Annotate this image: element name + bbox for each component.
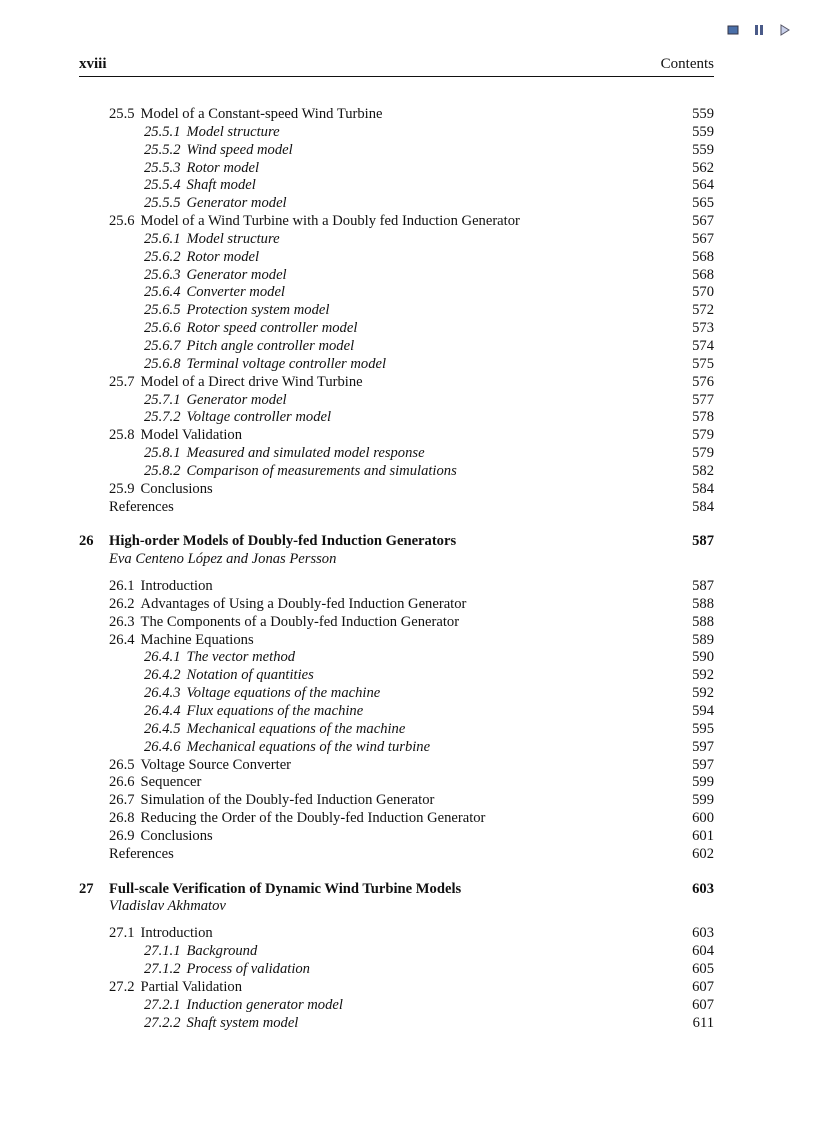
section-entry[interactable] [79,578,714,596]
entry-number: 26.4.3 [144,685,181,702]
subsection-entry[interactable] [79,177,714,195]
entry-title [109,578,213,596]
entry-number: 26.3 [109,613,135,630]
chapter-authors [79,551,714,569]
entry-page-number: 584 [692,498,714,515]
entry-title-text: Reducing the Order of the Doubly-fed Induction Generator [140,810,486,827]
subsection-entry[interactable] [79,195,714,213]
entry-title-text: The Components of a Doubly-fed Induction Generator [140,613,460,630]
viewer-toolbar [727,24,791,36]
entry-number: 26.4.6 [144,738,181,755]
entry-title [144,160,259,178]
entry-page-number: 559 [692,106,714,122]
entry-title [109,481,213,499]
subsection-entry[interactable] [79,463,714,481]
entry-title-text: Partial Validation [140,978,243,995]
subsection-entry[interactable] [79,1015,714,1033]
entry-number: 26.8 [109,810,135,827]
entry-title [109,774,201,792]
entry-page-number: 567 [692,230,714,247]
entry-number: 26.2 [109,595,135,612]
entry-number: 25.8.2 [144,462,181,479]
entry-page-number: 578 [692,409,714,426]
entry-title [144,124,280,142]
entry-number: 25.7.1 [144,391,181,408]
entry-number: 26.4.4 [144,703,181,719]
subsection-entry[interactable] [79,445,714,463]
section-entry[interactable] [79,614,714,632]
section-entry[interactable] [79,427,714,445]
subsection-entry[interactable] [79,160,714,178]
entry-title [144,739,430,757]
entry-page-number: 579 [692,427,714,444]
entry-title [144,721,405,739]
entry-title [109,828,213,846]
entry-title-text: Rotor speed controller model [186,320,358,337]
play-icon[interactable] [779,24,791,36]
subsection-entry[interactable] [79,124,714,142]
entry-title-text: High-order Models of Doubly-fed Induction Generators [109,533,457,550]
entry-title [144,356,386,374]
entry-title [144,142,293,160]
entry-title [109,106,383,124]
entry-title-text: Model structure [186,230,280,247]
entry-title [144,943,257,961]
entry-page-number: 604 [692,943,714,960]
section-entry[interactable] [79,374,714,392]
entry-title [144,249,259,267]
entry-title [109,596,466,614]
entry-title-text: Sequencer [140,774,202,791]
entry-title [144,392,287,410]
entry-title-text: Measured and simulated model response [186,445,425,462]
entry-page-number: 574 [692,337,714,354]
subsection-entry[interactable] [79,739,714,757]
entry-title-text: Voltage Source Converter [140,756,292,773]
entry-title [144,284,285,302]
entry-number: 27.2 [109,978,135,995]
section-entry[interactable] [79,632,714,650]
entry-title [144,195,287,213]
entry-number: 25.6 [109,213,135,230]
section-entry[interactable] [79,828,714,846]
subsection-entry[interactable] [79,320,714,338]
entry-title [109,810,485,828]
entry-page-number: 590 [692,649,714,666]
entry-number: 25.5.3 [144,159,181,176]
entry-title [109,881,461,899]
entry-title [109,898,226,916]
entry-title-text: Background [186,943,258,960]
entry-title-text: Flux equations of the machine [186,703,364,719]
section-entry[interactable] [79,774,714,792]
entry-number: 25.7.2 [144,409,181,426]
entry-page-number: 568 [692,248,714,265]
entry-page-number: 570 [692,284,714,301]
running-title: Contents [660,56,714,72]
entry-number: 26.9 [109,827,135,844]
section-entry[interactable] [79,979,714,997]
entry-title-text: Shaft model [186,177,256,194]
entry-page-number: 582 [692,462,714,479]
entry-page-number: 592 [692,685,714,702]
subsection-entry[interactable] [79,231,714,249]
section-entry[interactable] [79,213,714,231]
entry-page-number: 559 [692,123,714,140]
entry-page-number: 577 [692,391,714,408]
entry-title-text: Model structure [186,123,280,140]
page-number: xviii [79,56,107,72]
stop-icon[interactable] [727,24,739,36]
entry-title-text: Generator model [186,391,287,408]
entry-title-text: Mechanical equations of the wind turbine [186,738,431,755]
entry-number: 26.4 [109,631,135,648]
entry-number: 25.6.5 [144,302,181,319]
entry-title [144,320,357,338]
references-entry[interactable] [79,846,714,864]
entry-title-text: Notation of quantities [186,667,314,684]
entry-number: 25.6.3 [144,266,181,283]
entry-page-number: 599 [692,774,714,791]
entry-page-number: 599 [692,792,714,809]
entry-title [109,979,242,997]
entry-title-text: Introduction [140,925,213,942]
entry-number: 25.6.4 [144,284,181,301]
entry-page-number: 564 [692,177,714,194]
entry-title [144,302,329,320]
entry-title-text: Converter model [186,284,285,301]
entry-number: 25.6.1 [144,230,181,247]
entry-title-text: Eva Centeno López and Jonas Persson [109,551,337,568]
entry-title-text: Model of a Wind Turbine with a Doubly fed Induction Generator [140,213,520,230]
entry-title-text: References [109,498,174,515]
entry-title-text: Induction generator model [186,996,343,1013]
entry-number: 25.5.4 [144,177,181,194]
section-entry[interactable] [79,106,714,124]
entry-title-text: Vladislav Akhmatov [109,898,226,915]
entry-number: 26.4.5 [144,720,181,737]
entry-title [144,703,363,721]
subsection-entry[interactable] [79,721,714,739]
entry-title-text: Wind speed model [186,141,293,158]
entry-page-number: 573 [692,320,714,337]
entry-page-number: 603 [692,925,714,942]
entry-title-text: Terminal voltage controller model [186,355,387,372]
entry-title-text: The vector method [186,649,296,666]
entry-title [144,649,295,667]
entry-number: 25.5 [109,106,135,122]
entry-number: 25.5.1 [144,123,181,140]
entry-page-number: 607 [692,978,714,995]
entry-number: 25.6.7 [144,337,181,354]
entry-page-number: 576 [692,373,714,390]
entry-page-number: 597 [692,738,714,755]
section-entry[interactable] [79,925,714,943]
entry-title [144,231,280,249]
entry-page-number: 559 [692,141,714,158]
entry-page-number: 611 [692,1014,714,1031]
entry-title-text: Model of a Direct drive Wind Turbine [140,373,363,390]
entry-page-number: 605 [692,960,714,977]
entry-title [144,445,425,463]
entry-page-number: 562 [692,159,714,176]
entry-title [144,409,331,427]
entry-title-text: Voltage controller model [186,409,332,426]
entry-number: 25.6.2 [144,248,181,265]
entry-number: 25.5.5 [144,195,181,212]
entry-title [109,533,456,551]
entry-page-number: 588 [692,595,714,612]
entry-title-text: Process of validation [186,960,310,977]
entry-title [109,846,174,864]
entry-title-text: Pitch angle controller model [186,337,355,354]
section-entry[interactable] [79,792,714,810]
entry-number: 26.4.1 [144,649,181,666]
subsection-entry[interactable] [79,997,714,1015]
subsection-entry[interactable] [79,961,714,979]
entry-title-text: Rotor model [186,248,260,265]
subsection-entry[interactable] [79,703,714,721]
entry-page-number: 602 [692,845,714,862]
entry-page-number: 607 [692,996,714,1013]
entry-page-number: 597 [692,756,714,773]
entry-number: 26.1 [109,578,135,595]
entry-number: 27.2.1 [144,996,181,1013]
entry-page-number: 572 [692,302,714,319]
entry-title [144,961,310,979]
entry-page-number: 584 [692,480,714,497]
entry-title [144,338,354,356]
subsection-entry[interactable] [79,667,714,685]
subsection-entry[interactable] [79,409,714,427]
entry-page-number: 588 [692,613,714,630]
references-entry[interactable] [79,499,714,517]
entry-title [144,1015,298,1033]
entry-title-text: Model Validation [140,427,243,444]
entry-number: 25.6.6 [144,320,181,337]
chapter-authors [79,898,714,916]
entry-number: 27.1.2 [144,960,181,977]
subsection-entry[interactable] [79,649,714,667]
entry-number: 25.8.1 [144,445,181,462]
subsection-entry[interactable] [79,249,714,267]
subsection-entry[interactable] [79,356,714,374]
entry-page-number: 589 [692,631,714,648]
entry-page-number: 579 [692,445,714,462]
entry-title [109,614,459,632]
entry-title-text: Protection system model [186,302,330,319]
entry-number: 26.5 [109,756,135,773]
entry-title [144,267,287,285]
entry-title [109,427,242,445]
entry-title [109,632,254,650]
subsection-entry[interactable] [79,142,714,160]
entry-title [109,757,291,775]
entry-number: 25.5.2 [144,141,181,158]
subsection-entry[interactable] [79,267,714,285]
entry-title [109,213,520,231]
section-entry[interactable] [79,596,714,614]
entry-title-text: Conclusions [140,480,213,497]
entry-page-number: 601 [692,827,714,844]
subsection-entry[interactable] [79,392,714,410]
entry-title [144,685,380,703]
subsection-entry[interactable] [79,685,714,703]
entry-title-text: Simulation of the Doubly-fed Induction Generator [140,792,435,809]
entry-title-text: Generator model [186,195,287,212]
entry-title-text: Machine Equations [140,631,254,648]
entry-title [144,667,314,685]
entry-title-text: References [109,845,174,862]
entry-page-number: 575 [692,355,714,372]
entry-page-number: 587 [692,533,714,550]
chapter-entry[interactable] [79,881,714,899]
entry-title-text: Mechanical equations of the machine [186,720,406,737]
entry-number: 27.1.1 [144,943,181,960]
entry-title-text: Conclusions [140,827,213,844]
subsection-entry[interactable] [79,302,714,320]
entry-page-number: 565 [692,195,714,212]
entry-page-number: 600 [692,810,714,827]
entry-title [144,463,457,481]
entry-title [109,551,336,569]
section-entry[interactable] [79,757,714,775]
entry-title-text: Voltage equations of the machine [186,685,381,702]
entry-number: 27.1 [109,925,135,942]
entry-title [144,177,256,195]
entry-title-text: Full-scale Verification of Dynamic Wind Turbine Models [109,880,462,897]
subsection-entry[interactable] [79,284,714,302]
entry-number: 25.6.8 [144,355,181,372]
entry-number: 26.4.2 [144,667,181,684]
entry-title-text: Shaft system model [186,1014,299,1031]
entry-title-text: Advantages of Using a Doubly-fed Induction Generator [140,595,467,612]
entry-title-text: Comparison of measurements and simulations [186,462,457,479]
entry-number: 25.9 [109,480,135,497]
entry-page-number: 594 [692,703,714,719]
entry-title-text: Generator model [186,266,287,283]
section-entry[interactable] [79,481,714,499]
entry-number: 25.8 [109,427,135,444]
entry-number: 25.7 [109,373,135,390]
entry-page-number: 568 [692,266,714,283]
entry-page-number: 587 [692,578,714,595]
entry-number: 27.2.2 [144,1014,181,1031]
subsection-entry[interactable] [79,338,714,356]
entry-title-text: Introduction [140,578,213,595]
chapter-entry[interactable] [79,533,714,551]
entry-page-number: 603 [692,880,714,897]
entry-title-text: Rotor model [186,159,260,176]
entry-page-number: 567 [692,213,714,230]
section-entry[interactable] [79,810,714,828]
table-of-contents [79,106,714,1032]
running-header [79,55,714,77]
entry-title [109,792,434,810]
entry-number: 26.6 [109,774,135,791]
entry-title [144,997,343,1015]
entry-title [109,925,213,943]
subsection-entry[interactable] [79,943,714,961]
chapter-number: 26 [79,533,94,550]
entry-title-text: Model of a Constant-speed Wind Turbine [140,106,383,122]
entry-title [109,499,174,517]
pause-icon[interactable] [753,24,765,36]
entry-number: 26.7 [109,792,135,809]
entry-page-number: 595 [692,720,714,737]
chapter-number: 27 [79,880,94,897]
entry-page-number: 592 [692,667,714,684]
entry-title [109,374,363,392]
